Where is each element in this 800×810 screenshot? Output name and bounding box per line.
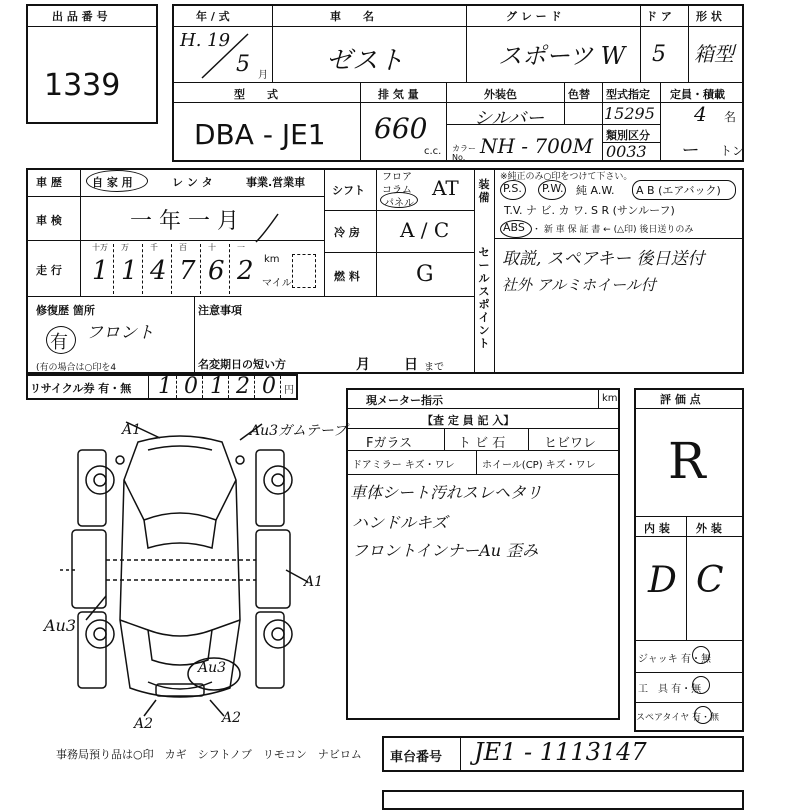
repair-note: フロント bbox=[86, 323, 154, 343]
equipment-pw: P.W. bbox=[542, 182, 564, 195]
grade-score-label: 評 価 点 bbox=[660, 393, 701, 406]
recycle-unit: 円 bbox=[284, 385, 294, 396]
notice-label: 注意事項 bbox=[198, 304, 242, 317]
month-unit: 月 bbox=[258, 70, 268, 81]
chassis-label: 車台番号 bbox=[390, 750, 443, 765]
lot-label: 出 品 番 号 bbox=[52, 10, 108, 23]
odometer-divider bbox=[113, 244, 114, 294]
expiry-suffix: まで bbox=[424, 362, 444, 373]
expiry-day: 日 bbox=[404, 357, 418, 373]
type-spec-value: 15295 bbox=[604, 104, 655, 123]
mile-unit: マイル bbox=[262, 278, 292, 289]
interior-label: 内 装 bbox=[644, 522, 670, 535]
color-code-label: カラー No. bbox=[452, 144, 476, 162]
equipment-abs: ABS bbox=[503, 221, 525, 234]
doors-value: 5 bbox=[652, 42, 666, 67]
spare-item: スペアタイヤ 有・無 bbox=[636, 713, 720, 723]
shift-option-floor: フロア bbox=[382, 172, 412, 183]
model-label: 型 式 bbox=[234, 88, 278, 101]
equipment-ps: P.S. bbox=[503, 182, 522, 195]
fuel-value: G bbox=[416, 262, 434, 287]
odometer-place-label: 十 bbox=[208, 243, 216, 252]
capacity-label: 定員・積載 bbox=[670, 88, 725, 101]
chassis-value: JE1 - 1113147 bbox=[474, 738, 647, 766]
grade-value: スポーツ W bbox=[498, 42, 626, 70]
odometer-digit: 1 bbox=[92, 256, 109, 286]
model-value: DBA - JE1 bbox=[194, 118, 326, 151]
expiry-month: 月 bbox=[356, 357, 370, 373]
damage-a2-rear-right: A2 bbox=[222, 710, 242, 726]
jack-circle bbox=[692, 646, 710, 664]
meter-unit: km bbox=[602, 393, 618, 404]
grade-score-value: R bbox=[668, 432, 706, 490]
repair-hint: (有の場合は○印を4 bbox=[36, 363, 117, 373]
grade-label: グ レ ー ド bbox=[506, 10, 562, 23]
recycle-divider bbox=[202, 376, 203, 398]
equipment-line2: T.V. ナ ビ. カ ワ. S R (サンルーフ) bbox=[504, 204, 675, 217]
exterior-label: 外 装 bbox=[696, 522, 722, 535]
damage-au3-front-right: Au3ガムテープ bbox=[250, 423, 348, 439]
office-items: 事務局預り品は○印 カギ シフトノブ リモコン ナビロム bbox=[56, 748, 362, 761]
sales-point-label: セールスポイント bbox=[478, 246, 490, 350]
displacement-value: 660 bbox=[374, 112, 428, 145]
damage-au3-left: Au3 bbox=[44, 616, 77, 635]
shaken-label: 車 検 bbox=[36, 214, 62, 227]
car-name-label: 車 名 bbox=[330, 10, 374, 23]
recycle-divider bbox=[280, 376, 281, 398]
shaken-check bbox=[252, 212, 282, 248]
shaken-value: 一 年 一 月 bbox=[130, 209, 239, 234]
history-option-business: 事業.営業車 bbox=[246, 176, 306, 189]
damage-au3-rear: Au3 bbox=[198, 660, 227, 676]
year-label: 年 / 式 bbox=[196, 10, 230, 23]
recycle-digit: 1 bbox=[210, 374, 224, 399]
recycle-divider bbox=[228, 376, 229, 398]
tools-item: 工 具 有・無 bbox=[638, 684, 702, 695]
sales-point-line2: 社外 アルミホイール付 bbox=[502, 276, 656, 294]
recycle-digit: 0 bbox=[262, 374, 276, 399]
capacity-value: 4 bbox=[694, 102, 707, 126]
fuel-label: 燃 料 bbox=[334, 270, 360, 283]
bottom-box bbox=[382, 790, 744, 810]
cc-unit: c.c. bbox=[424, 146, 442, 157]
equipment-ab: A B (エアバック) bbox=[636, 184, 721, 197]
recycle-label: リサイクル券 有・無 bbox=[30, 382, 132, 395]
type-spec-label: 型式指定 bbox=[606, 88, 650, 101]
equipment-aw: 純 A.W. bbox=[576, 184, 615, 197]
year-slash bbox=[196, 30, 256, 82]
repair-value: 有 bbox=[50, 332, 68, 353]
odometer-place-label: 百 bbox=[179, 243, 187, 252]
shift-label: シフト bbox=[332, 184, 365, 197]
history-option-rental: レ ン タ bbox=[172, 176, 213, 189]
crack-item: ヒビワレ bbox=[544, 436, 597, 451]
odometer-place-label: 万 bbox=[121, 243, 129, 252]
odometer-place-label: 十万 bbox=[92, 243, 108, 252]
odometer-digit: 4 bbox=[150, 256, 167, 286]
wheel-item: ホイール(CP) キズ・ワレ bbox=[482, 460, 596, 471]
color-value: シルバー bbox=[474, 108, 545, 129]
lot-number: 1339 bbox=[44, 68, 121, 103]
shift-option-panel: パネル bbox=[384, 198, 414, 209]
equipment-label: 装 備 bbox=[478, 178, 490, 204]
equipment-note: ※純正のみ○印をつけて下さい。 bbox=[500, 172, 633, 182]
recycle-digit: 2 bbox=[236, 374, 250, 399]
recycle-digit: 1 bbox=[158, 374, 172, 399]
year-value: H. 19 bbox=[180, 30, 231, 51]
color-label: 外装色 bbox=[484, 88, 517, 101]
chip-item: ト ビ 石 bbox=[458, 436, 506, 451]
odometer-divider bbox=[142, 244, 143, 294]
odometer-place-label: 千 bbox=[150, 243, 158, 252]
history-label: 車 歴 bbox=[36, 176, 62, 189]
shift-option-column: コラム bbox=[382, 185, 412, 196]
month-value: 5 bbox=[236, 52, 250, 77]
aircon-value: A / C bbox=[400, 218, 450, 242]
odometer-digit: 6 bbox=[208, 256, 225, 286]
load-value: ー bbox=[680, 140, 698, 161]
jack-item: ジャッキ 有・無 bbox=[638, 654, 711, 665]
odometer-digit: 1 bbox=[121, 256, 138, 286]
damage-a1-front-left: A1 bbox=[122, 422, 142, 438]
damage-a2-rear-left: A2 bbox=[134, 716, 154, 732]
odometer-digit: 7 bbox=[179, 256, 196, 286]
sales-point-line1: 取説, スペアキー 後日送付 bbox=[502, 249, 705, 269]
odometer-place-label: 一 bbox=[237, 243, 245, 252]
meter-label: 現メーター指示 bbox=[366, 394, 443, 407]
displacement-label: 排 気 量 bbox=[378, 88, 419, 101]
recycle-digit: 0 bbox=[184, 374, 198, 399]
exterior-value: C bbox=[696, 560, 724, 601]
recycle-divider bbox=[254, 376, 255, 398]
glass-item: Fガラス bbox=[366, 436, 413, 451]
expiry-label: 名変期日の短い方 bbox=[198, 358, 286, 371]
odometer-digit: 2 bbox=[237, 256, 254, 286]
mileage-label: 走 行 bbox=[36, 264, 62, 277]
mile-checkbox[interactable] bbox=[292, 254, 316, 288]
shift-value: AT bbox=[432, 176, 459, 200]
shape-value: 箱型 bbox=[694, 42, 734, 66]
assessor-section: 【査 定 員 記 入】 bbox=[422, 414, 515, 427]
shape-label: 形 状 bbox=[696, 10, 722, 23]
interior-value: D bbox=[648, 560, 677, 601]
color-code-value: NH - 700M bbox=[480, 134, 594, 158]
car-name-value: ゼスト bbox=[326, 46, 405, 76]
color-change-label: 色替 bbox=[568, 88, 590, 101]
assessor-note-1: 車体シート汚れスレヘタリ bbox=[350, 483, 543, 502]
odometer-divider bbox=[200, 244, 201, 294]
equipment-line3: ・ 新 車 保 証 書 ← (△印) 後日送りのみ bbox=[532, 225, 694, 235]
history-option-private: 自 家 用 bbox=[92, 176, 133, 189]
km-unit: km bbox=[264, 254, 280, 265]
odometer-divider bbox=[229, 244, 230, 294]
assessor-note-2: ハンドルキズ bbox=[352, 513, 448, 532]
capacity-unit: 名 bbox=[724, 110, 737, 124]
door-label: ド ア bbox=[646, 10, 672, 23]
category-label: 類別区分 bbox=[606, 129, 650, 142]
car-diagram bbox=[60, 420, 320, 720]
damage-a1-right: A1 bbox=[304, 574, 324, 590]
assessor-note-3: フロントインナーAu 歪み bbox=[352, 541, 539, 560]
load-unit: トン bbox=[720, 144, 745, 158]
repair-label: 修復歴 箇所 bbox=[36, 304, 95, 317]
aircon-label: 冷 房 bbox=[334, 226, 360, 239]
odometer-divider bbox=[171, 244, 172, 294]
recycle-divider bbox=[176, 376, 177, 398]
category-value: 0033 bbox=[606, 142, 647, 161]
spare-circle bbox=[694, 706, 712, 724]
tools-circle bbox=[692, 676, 710, 694]
mirror-item: ドアミラー キズ・ワレ bbox=[352, 460, 455, 471]
